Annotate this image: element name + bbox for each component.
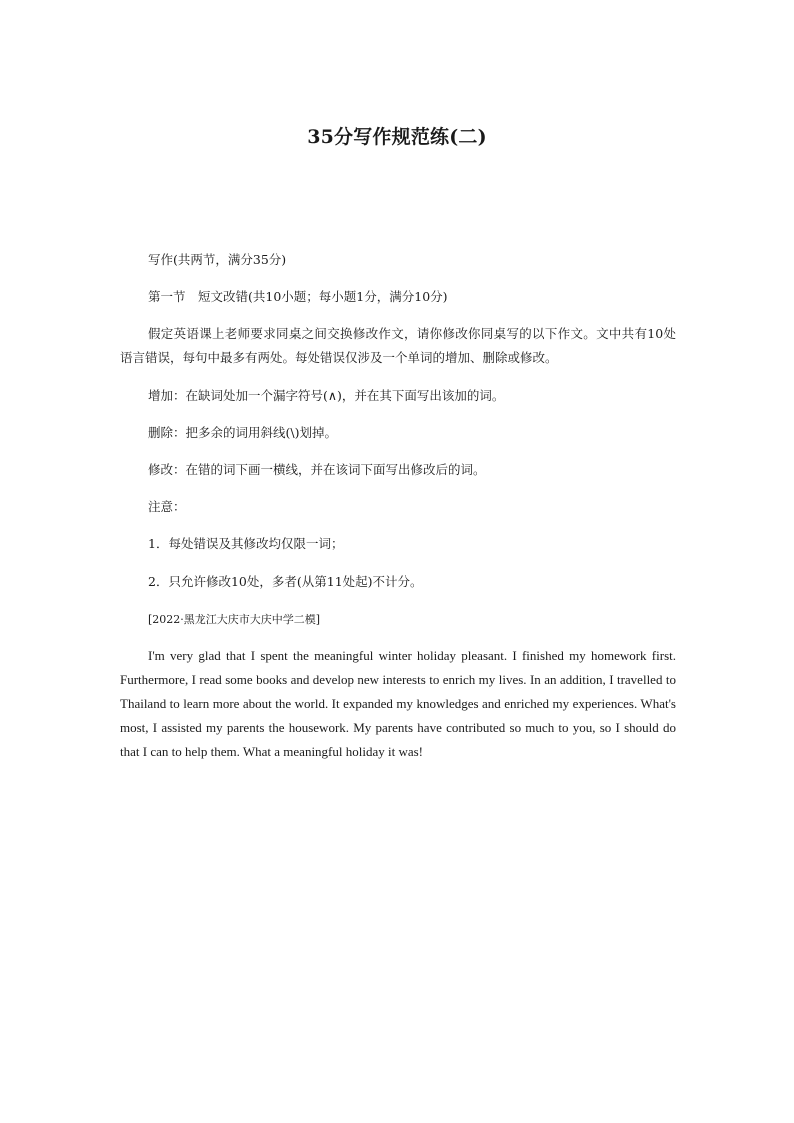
rule-modify: 修改：在错的词下画一横线，并在该词下面写出修改后的词。 xyxy=(148,462,486,477)
note-1: 1．每处错误及其修改均仅限一词； xyxy=(148,536,344,551)
page-title: 35分写作规范练(二) xyxy=(307,126,487,148)
source-citation: [2022·黑龙江大庆市大庆中学二模] xyxy=(148,613,321,626)
part-one-heading: 第一节 短文改错(共10小题；每小题1分，满分10分) xyxy=(148,289,448,304)
notes-heading: 注意： xyxy=(148,499,186,514)
instructions-paragraph: 假定英语课上老师要求同桌之间交换修改作文，请你修改你同桌写的以下作文。文中共有10处语言错误，每句中最多有两处。每处错误仅涉及一个单词的增加、删除或修改。 xyxy=(120,326,676,365)
rule-add: 增加：在缺词处加一个漏字符号(∧)，并在其下面写出该加的词。 xyxy=(148,388,505,403)
rule-delete: 删除：把多余的词用斜线(\)划掉。 xyxy=(148,425,337,440)
essay-text: I'm very glad that I spent the meaningful winter holiday pleasant. I finished my homework first. Furthermore, I read some books and develop new interests to enrich my lives. In an addition, I travelled to Thailand to learn more about the world. It expanded my knowledges and enriched my experiences. What's most, I assisted my parents the housework. My parents have contributed so much to you, so I should do that I can to help them. What a meaningful holiday it was! xyxy=(120,648,676,759)
note-2: 2．只允许修改10处，多者(从第11处起)不计分。 xyxy=(148,574,423,589)
section-heading: 写作(共两节，满分35分) xyxy=(148,252,287,267)
